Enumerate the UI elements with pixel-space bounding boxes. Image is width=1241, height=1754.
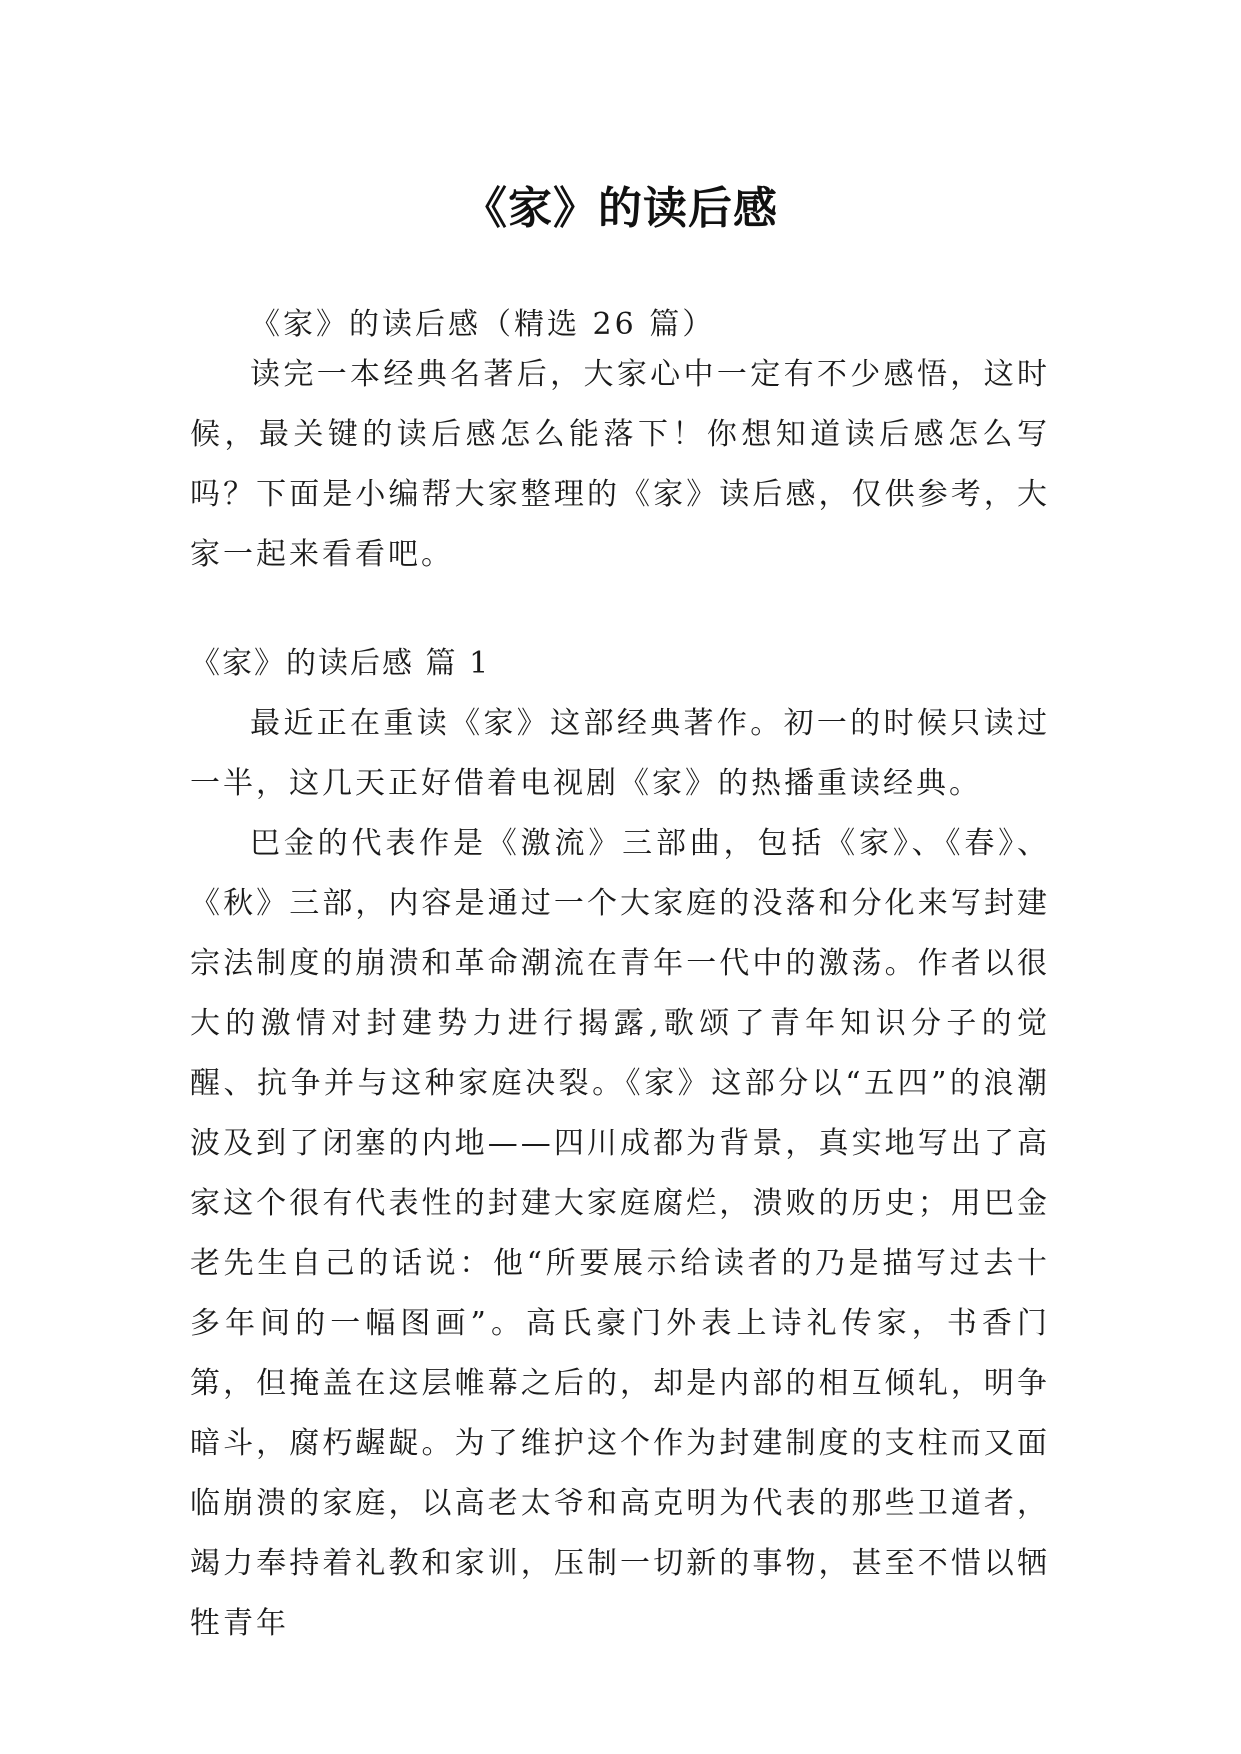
document-subtitle: 《家》的读后感（精选 26 篇） xyxy=(250,307,716,342)
body-paragraph-2: 巴金的代表作是《激流》三部曲，包括《家》、《春》、《秋》三部，内容是通过一个大家庭的没落和分化来写封建宗法制度的崩溃和革命潮流在青年一代中的激荡。作者以很大的激情对封建势力进行揭露,歌颂了青年知识分子的觉醒、抗争并与这种家庭决裂。《家》这部分以“五四”的浪潮波及到了闭塞的内地——四川成都为背景，真实地写出了高家这个很有代表性的封建大家庭腐烂，溃败的历史；用巴金老先生自己的话说：他“所要展示给读者的乃是描写过去十多年间的一幅图画”。高氏豪门外表上诗礼传家，书香门第，但掩盖在这层帷幕之后的，却是内部的相互倾轧，明争暗斗，腐朽龌龊。为了维护这个作为封建制度的支柱而又面临崩溃的家庭，以高老太爷和高克明为代表的那些卫道者，竭力奉持着礼教和家训，压制一切新的事物，甚至不惜以牺牲青年 xyxy=(190,826,1050,1641)
section-body xyxy=(190,694,1050,1654)
intro-paragraph: 读完一本经典名著后，大家心中一定有不少感悟，这时候，最关键的读后感怎么能落下！你想知道读后感怎么写吗？下面是小编帮大家整理的《家》读后感，仅供参考，大家一起来看看吧。 xyxy=(190,357,1050,572)
document-title: 《家》的读后感 xyxy=(463,183,778,235)
body-paragraph-1: 最近正在重读《家》这部经典著作。初一的时候只读过一半，这几天正好借着电视剧《家》的热播重读经典。 xyxy=(190,706,1050,801)
section-heading: 《家》的读后感 篇 1 xyxy=(190,646,491,681)
